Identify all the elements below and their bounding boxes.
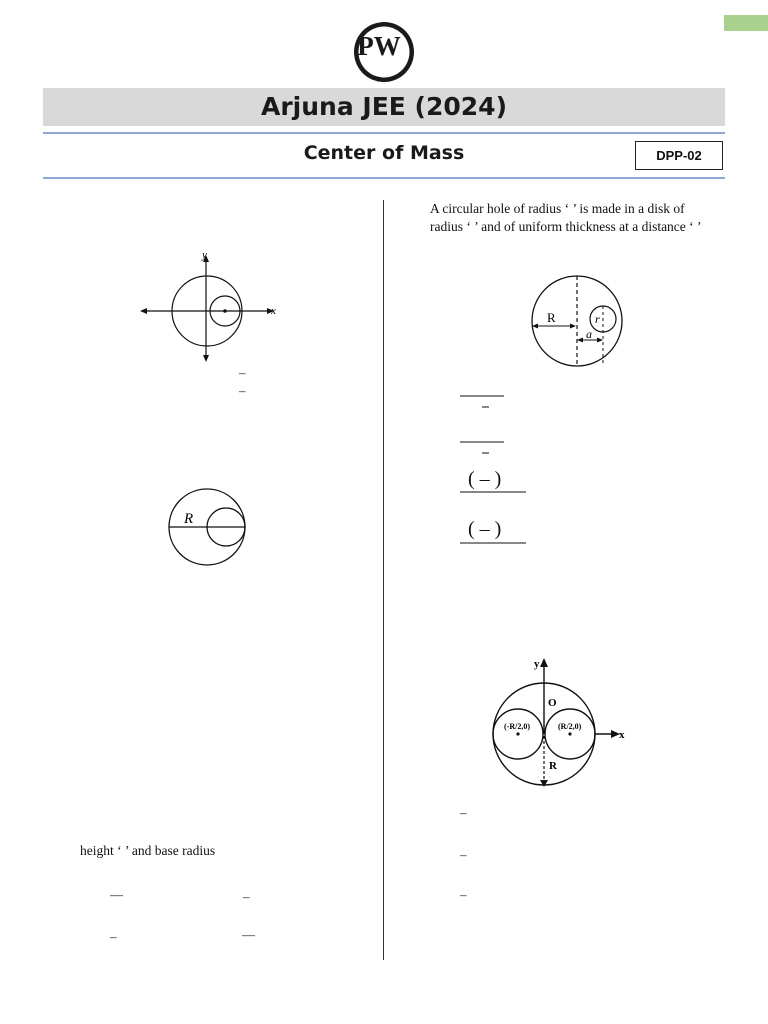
fraction-mark-2: – <box>239 383 246 398</box>
question-line-2: radius ‘ ’ and of uniform thickness at a distance ‘ ’ <box>430 219 702 234</box>
question-text-hole <box>430 200 726 236</box>
figure-disk-with-hole <box>528 272 628 370</box>
rule-bottom <box>43 177 725 179</box>
fraction-mark-1: – <box>239 365 246 380</box>
fig4-left-center: (-R/2,0) <box>504 722 530 731</box>
axis-x-label: x <box>271 305 276 317</box>
figure-disk-axes <box>138 248 280 366</box>
option-c-fraction-bar <box>458 490 530 494</box>
option-b-fraction <box>458 440 508 458</box>
column-divider <box>383 200 384 960</box>
subject-title: Center of Mass <box>303 142 465 164</box>
fig4-origin: O <box>548 697 557 709</box>
dpp-badge: DPP-02 <box>635 141 723 170</box>
label-a: a <box>586 327 592 341</box>
radius-label: R <box>184 511 194 527</box>
option-c-expression: ( – ) <box>468 468 502 490</box>
fig4-radius: R <box>549 760 557 772</box>
label-small-r: r <box>595 312 600 326</box>
figure-disk-two-holes <box>490 656 630 792</box>
figure-disk-inner-circle <box>166 484 250 570</box>
question-line-1: A circular hole of radius ‘ ’ is made in a disk of <box>430 201 685 216</box>
option-d-mark: — <box>242 927 255 942</box>
axis-y-label: y <box>202 249 207 261</box>
option-d-fraction-bar <box>458 541 530 545</box>
option-b-mark-right: – <box>460 847 467 862</box>
option-a-fraction <box>458 394 508 412</box>
logo-letter-p: PW <box>357 31 401 61</box>
title-bar <box>43 88 725 126</box>
option-c-mark: – <box>110 929 117 944</box>
option-b-mark: – <box>243 889 250 904</box>
option-d-expression: ( – ) <box>468 518 502 540</box>
label-big-r: R <box>547 310 556 325</box>
page-title: Arjuna JEE (2024) <box>260 92 507 121</box>
fig4-right-center: (R/2,0) <box>558 722 582 731</box>
rule-top <box>43 132 725 134</box>
corner-tab <box>724 15 768 31</box>
fig4-axis-y: y <box>534 658 540 670</box>
option-a-mark: — <box>110 887 123 902</box>
option-c-mark-right: – <box>460 887 467 902</box>
fig4-axis-x: x <box>619 729 625 741</box>
option-a-mark-right: – <box>460 805 467 820</box>
pw-logo <box>353 20 415 84</box>
question-text-cone: height ‘ ’ and base radius <box>80 843 216 858</box>
